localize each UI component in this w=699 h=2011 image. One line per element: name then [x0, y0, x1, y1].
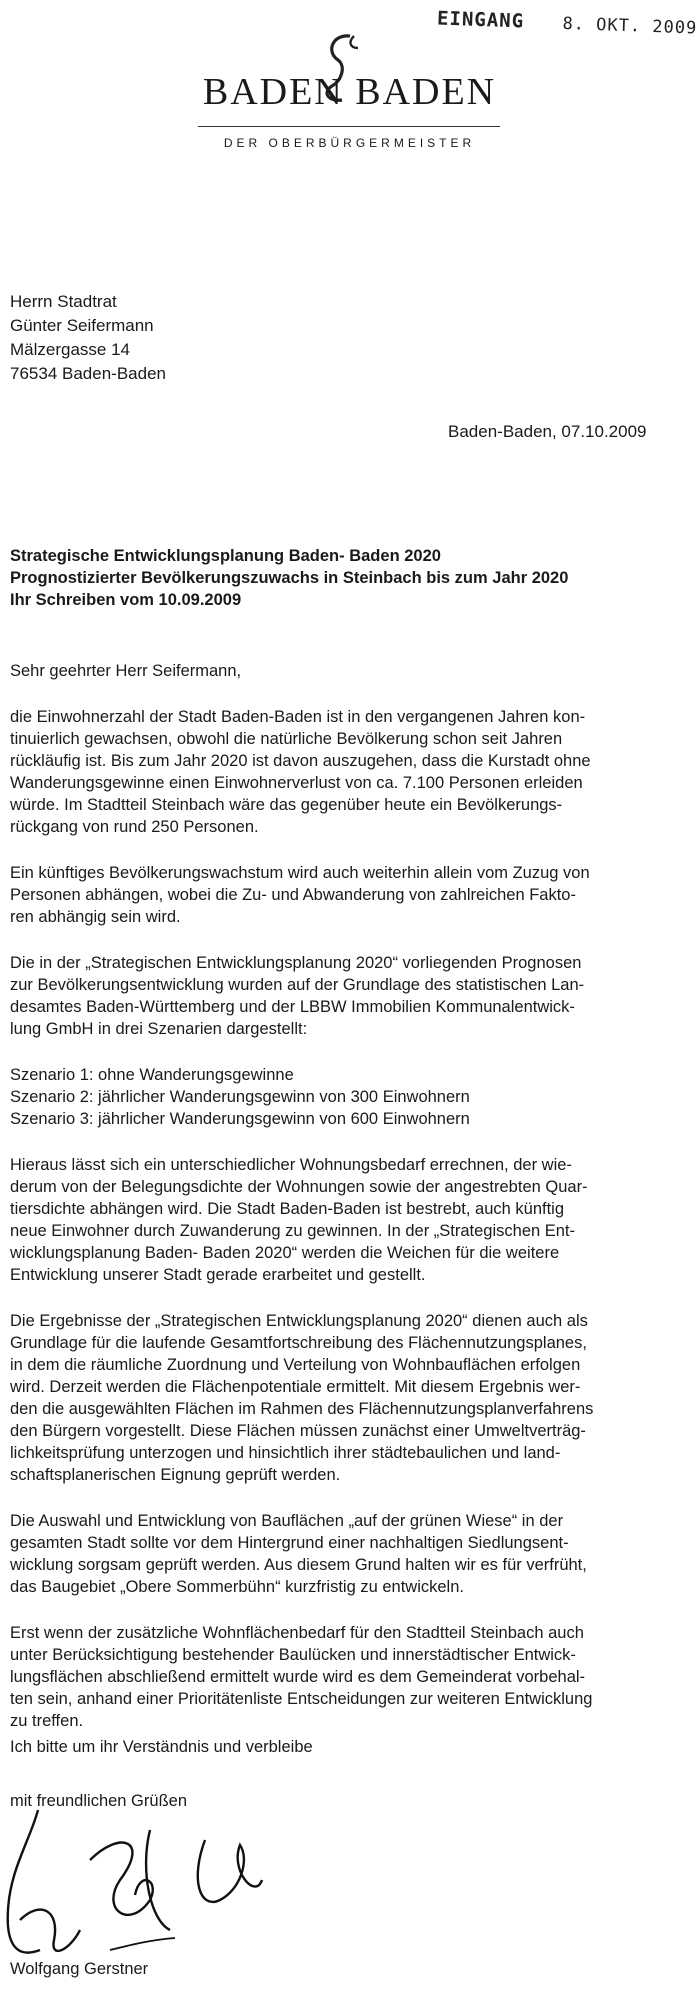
text-line: derum von der Belegungsdichte der Wohnungen sowie der angestrebten Quar-	[10, 1178, 588, 1196]
recipient-address	[10, 290, 166, 386]
letter-date: Baden-Baden, 07.10.2009	[448, 422, 647, 441]
paragraph-5	[10, 1310, 688, 1486]
text-line: Entwicklung unserer Stadt gerade erarbeitet und gestellt.	[10, 1266, 426, 1284]
paragraph-3	[10, 952, 688, 1040]
letter-subject	[10, 545, 568, 611]
logo-wordmark: BADEN BADEN	[202, 71, 497, 113]
text-line: rückgang von rund 250 Personen.	[10, 818, 259, 836]
signer-name: Wolfgang Gerstner	[10, 1960, 149, 1978]
text-line: ren abhängig sein wird.	[10, 908, 181, 926]
text-line: zur Bevölkerungsentwicklung wurden auf der Grundlage des statistischen Lan-	[10, 976, 585, 994]
address-line: Herrn Stadtrat	[10, 292, 117, 311]
text-line: gesamten Stadt sollte vor dem Hintergrund einer nachhaltigen Siedlungsent-	[10, 1534, 569, 1552]
text-line: wicklungsplanung Baden- Baden 2020“ werden die Weichen für die weitere	[10, 1244, 560, 1262]
text-line: Die Ergebnisse der „Strategischen Entwicklungsplanung 2020“ dienen auch als	[10, 1312, 588, 1330]
logo-subtitle: DER OBERBÜRGERMEISTER	[223, 136, 476, 150]
incoming-stamp	[437, 7, 698, 38]
closing-line: Ich bitte um ihr Verständnis und verbleibe	[10, 1738, 313, 1756]
text-line: den Bürgern vorgestellt. Diese Flächen müssen zunächst einer Umweltverträg-	[10, 1422, 586, 1440]
address-line: 76534 Baden-Baden	[10, 364, 166, 383]
text-line: würde. Im Stadtteil Steinbach wäre das gegenüber heute ein Bevölkerungs-	[10, 796, 563, 814]
text-line: Ein künftiges Bevölkerungswachstum wird auch weiterhin allein vom Zuzug von	[10, 864, 590, 882]
valediction: mit freundlichen Grüßen	[10, 1792, 187, 1810]
handwritten-signature	[0, 1800, 300, 1980]
text-line: in dem die räumliche Zuordnung und Verteilung von Wohnbauflächen erfolgen	[10, 1356, 581, 1374]
text-line: schaftsplanerischen Eignung geprüft werden.	[10, 1466, 341, 1484]
text-line: zu treffen.	[10, 1712, 84, 1730]
scenario-item: Szenario 3: jährlicher Wanderungsgewinn von 600 Einwohnern	[10, 1110, 470, 1128]
logo-divider	[198, 126, 500, 127]
subject-line: Strategische Entwicklungsplanung Baden- Baden 2020	[10, 547, 441, 565]
text-line: Die Auswahl und Entwicklung von Bauflächen „auf der grünen Wiese“ in der	[10, 1512, 564, 1530]
text-line: tinuierlich gewachsen, obwohl die natürliche Bevölkerung schon seit Jahren	[10, 730, 563, 748]
paragraph-1	[10, 706, 688, 838]
text-line: Wanderungsgewinne einen Einwohnerverlust von ca. 7.100 Personen erleiden	[10, 774, 583, 792]
text-line: das Baugebiet „Obere Sommerbühn“ kurzfristig zu entwickeln.	[10, 1578, 464, 1596]
text-line: wird. Derzeit werden die Flächenpotentiale ermittelt. Mit diesem Ergebnis wer-	[10, 1378, 581, 1396]
letter-body	[10, 660, 688, 1756]
text-line: Personen abhängen, wobei die Zu- und Abwanderung von zahlreichen Fakto-	[10, 886, 576, 904]
text-line: Erst wenn der zusätzliche Wohnflächenbedarf für den Stadtteil Steinbach auch	[10, 1624, 584, 1642]
text-line: tiersdichte abhängen wird. Die Stadt Baden-Baden ist bestrebt, auch künftig	[10, 1200, 565, 1218]
text-line: unter Berücksichtigung bestehender Baulücken und innerstädtischer Entwick-	[10, 1646, 576, 1664]
text-line: desamtes Baden-Württemberg und der LBBW Immobilien Kommunalentwick-	[10, 998, 575, 1016]
stamp-date: 8. OKT. 2009	[562, 13, 698, 39]
address-line: Mälzergasse 14	[10, 340, 131, 359]
text-line: ten sein, anhand einer Prioritätenliste Entscheidungen zur weiteren Entwicklung	[10, 1690, 593, 1708]
text-line: Grundlage für die laufende Gesamtfortschreibung des Flächennutzungsplanes,	[10, 1334, 587, 1352]
text-line: neue Einwohner durch Zuwanderung zu gewinnen. In der „Strategischen Ent-	[10, 1222, 576, 1240]
scenario-item: Szenario 2: jährlicher Wanderungsgewinn von 300 Einwohnern	[10, 1088, 470, 1106]
paragraph-2	[10, 862, 688, 928]
text-line: Hieraus lässt sich ein unterschiedlicher Wohnungsbedarf errechnen, der wie-	[10, 1156, 572, 1174]
text-line: die Einwohnerzahl der Stadt Baden-Baden ist in den vergangenen Jahren kon-	[10, 708, 586, 726]
text-line: lungsflächen abschließend ermittelt wurde wird es dem Gemeinderat vorbehal-	[10, 1668, 586, 1686]
subject-line: Prognostizierter Bevölkerungszuwachs in Steinbach bis zum Jahr 2020	[10, 569, 569, 587]
address-line: Günter Seifermann	[10, 316, 154, 335]
text-line: lichkeitsprüfung unterzogen und hinsichtlich ihrer städtebaulichen und land-	[10, 1444, 561, 1462]
text-line: Die in der „Strategischen Entwicklungsplanung 2020“ vorliegenden Prognosen	[10, 954, 582, 972]
paragraph-7	[10, 1622, 688, 1732]
salutation: Sehr geehrter Herr Seifermann,	[10, 662, 242, 680]
paragraph-6	[10, 1510, 688, 1598]
scenario-list	[10, 1064, 688, 1130]
stamp-label: EINGANG	[436, 7, 525, 33]
text-line: den die ausgewählten Flächen im Rahmen des Flächennutzungsplanverfahrens	[10, 1400, 594, 1418]
scenario-item: Szenario 1: ohne Wanderungsgewinne	[10, 1066, 294, 1084]
text-line: rückläufig ist. Bis zum Jahr 2020 ist davon auszugehen, dass die Kurstadt ohne	[10, 752, 591, 770]
paragraph-4	[10, 1154, 688, 1286]
text-line: wicklung sorgsam geprüft werden. Aus diesem Grund halten wir es für verfrüht,	[10, 1556, 587, 1574]
subject-line: Ihr Schreiben vom 10.09.2009	[10, 591, 242, 609]
text-line: lung GmbH in drei Szenarien dargestellt:	[10, 1020, 308, 1038]
